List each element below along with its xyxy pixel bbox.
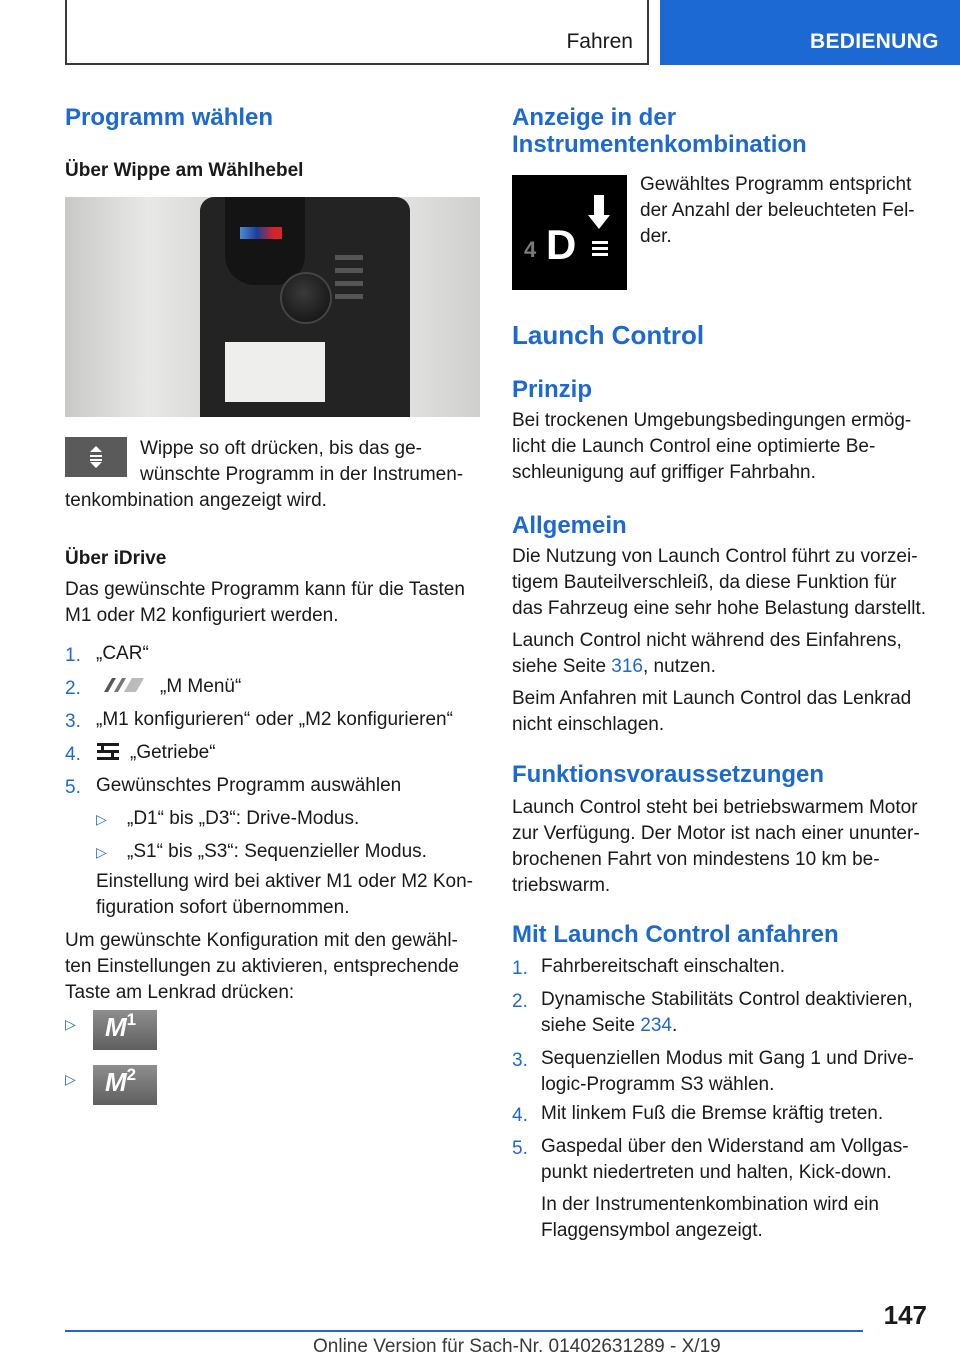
gearbox-icon: [95, 741, 121, 763]
sub-item-sequenziell: „S1“ bis „S3“: Sequenzieller Modus.: [127, 841, 427, 862]
heading-prinzip: Prinzip: [512, 376, 593, 403]
m-menu-icon: [100, 676, 146, 694]
allg-text-1: Die Nutzung von Launch Control führt zu vorzei-: [512, 546, 918, 567]
step-text: „Getriebe“: [130, 742, 216, 763]
step-text: „M1 konfigurieren“ oder „M2 konfigurieren“: [96, 709, 453, 730]
note-text-2: figuration sofort übernommen.: [96, 897, 350, 918]
footer-divider: [65, 1330, 863, 1332]
funk-text-1: Launch Control steht bei betriebswarmem Motor: [512, 797, 918, 818]
m-logo-stripes: [240, 227, 282, 239]
idrive-text-1: Das gewünschte Programm kann für die Tasten: [65, 579, 465, 600]
step-text: „M Menü“: [160, 676, 242, 697]
bullet-triangle-icon: ▷: [96, 844, 107, 860]
m1-key-letter: M: [105, 1012, 127, 1042]
konf-text-1: Um gewünschte Konfiguration mit den gewähl-: [65, 930, 458, 951]
anfahren-step-2b-post: .: [672, 1015, 678, 1036]
konf-text-2: ten Einstellungen zu aktivieren, entsprechende: [65, 956, 459, 977]
prinzip-text-1: Bei trockenen Umgebungsbedingungen ermög-: [512, 410, 912, 431]
header-chapter-tab: BEDIENUNG: [660, 0, 960, 65]
rocker-switch-icon: [65, 437, 127, 477]
heading-allgemein: Allgemein: [512, 512, 627, 539]
heading-funktionsvoraussetzungen: Funktionsvoraussetzungen: [512, 761, 825, 788]
wippe-text-2: wünschte Programm in der Instrumen-: [140, 464, 464, 485]
gear-lever: [225, 197, 305, 285]
heading-anzeige-2: Instrumentenkombination: [512, 131, 807, 158]
konf-text-3: Taste am Lenkrad drücken:: [65, 982, 295, 1003]
m2-key-letter: M: [105, 1067, 127, 1097]
allg-text-4: Launch Control nicht während des Einfahrens,: [512, 630, 902, 651]
anfahren-step-2a: Dynamische Stabilitäts Control deaktivieren,: [541, 989, 913, 1010]
allg-text-7: nicht einschlagen.: [512, 714, 665, 735]
step-number: 3.: [512, 1050, 528, 1071]
idrive-controller: [280, 272, 332, 324]
anzeige-text-1: Gewähltes Programm entspricht: [640, 174, 912, 195]
bullet-triangle-icon: ▷: [65, 1071, 76, 1087]
allg-text-5-pre: siehe Seite: [512, 656, 612, 677]
anzeige-text-2: der Anzahl der beleuchteten Fel-: [640, 200, 915, 221]
step-number: 2.: [65, 678, 81, 699]
anfahren-step-4: Mit linkem Fuß die Bremse kräftig treten.: [541, 1103, 884, 1124]
step-number: 3.: [65, 711, 81, 732]
step-number: 5.: [65, 777, 81, 798]
allg-text-6: Beim Anfahren mit Launch Control das Lenkrad: [512, 688, 912, 709]
step-number: 5.: [512, 1138, 528, 1159]
sub-item-drive: „D1“ bis „D3“: Drive-Modus.: [127, 808, 360, 829]
console-light-panel: [225, 342, 325, 402]
bullet-triangle-icon: ▷: [96, 811, 107, 827]
m1-key-number: 1: [126, 1010, 137, 1029]
idrive-text-2: M1 oder M2 konfiguriert werden.: [65, 605, 339, 626]
header-section-box: [65, 0, 649, 65]
prinzip-text-2: licht die Launch Control eine optimierte Be-: [512, 436, 876, 457]
step-number: 1.: [65, 645, 81, 666]
heading-anzeige-1: Anzeige in der: [512, 104, 677, 131]
allg-text-5: [512, 654, 716, 680]
step-number: 1.: [512, 958, 528, 979]
gear-selector-photo: [65, 197, 480, 417]
anfahren-step-2b-pre: siehe Seite: [541, 1015, 641, 1036]
anzeige-text-3: der.: [640, 226, 672, 247]
wippe-text-3: tenkombination angezeigt wird.: [65, 490, 327, 511]
anfahren-note-6a: In der Instrumentenkombination wird ein: [541, 1194, 879, 1215]
heading-anfahren: Mit Launch Control anfahren: [512, 921, 839, 948]
wippe-text-1: Wippe so oft drücken, bis das ge-: [140, 438, 422, 459]
header-section-title: Fahren: [566, 30, 633, 53]
anfahren-step-3b: logic-Programm S3 wählen.: [541, 1074, 775, 1095]
step-text: Gewünschtes Programm auswählen: [96, 775, 402, 796]
funk-text-2: zur Verfügung. Der Motor ist nach einer ununter-: [512, 823, 920, 844]
allg-text-5-post: , nutzen.: [643, 656, 716, 677]
note-text-1: Einstellung wird bei aktiver M1 oder M2 Kon-: [96, 871, 474, 892]
anfahren-step-1: Fahrbereitschaft einschalten.: [541, 956, 785, 977]
footer-online-version: Online Version für Sach-Nr. 01402631289 - X/19: [313, 1336, 721, 1357]
heading-idrive: Über iDrive: [65, 548, 167, 569]
page-link-234[interactable]: 234: [640, 1015, 672, 1036]
anfahren-note-6b: Flaggensymbol angezeigt.: [541, 1220, 763, 1241]
bullet-triangle-icon: ▷: [65, 1016, 76, 1032]
anfahren-step-5a: Gaspedal über den Widerstand am Vollgas-: [541, 1136, 909, 1157]
m2-key-number: 2: [126, 1065, 137, 1084]
step-number: 2.: [512, 991, 528, 1012]
heading-launch-control: Launch Control: [512, 320, 705, 350]
page-number: 147: [883, 1300, 927, 1330]
funk-text-3: brochenen Fahrt von mindestens 10 km be-: [512, 849, 880, 870]
step-text: „CAR“: [96, 643, 149, 664]
step-number: 4.: [512, 1105, 528, 1126]
heading-programm-waehlen: Programm wählen: [65, 104, 274, 131]
anfahren-step-3a: Sequenziellen Modus mit Gang 1 und Drive-: [541, 1048, 914, 1069]
console-buttons: [335, 247, 395, 327]
anfahren-step-5b: punkt niedertreten und halten, Kick-down.: [541, 1162, 892, 1183]
allg-text-3: das Fahrzeug eine sehr hohe Belastung darstellt.: [512, 598, 927, 619]
m2-key-icon: [93, 1065, 157, 1105]
prinzip-text-3: schleunigung auf griffiger Fahrbahn.: [512, 462, 816, 483]
cluster-letter: D: [546, 221, 577, 268]
anfahren-step-2b: [541, 1013, 677, 1039]
m1-key-icon: [93, 1010, 157, 1050]
page-link-316[interactable]: 316: [611, 656, 643, 677]
instrument-cluster-d-icon: [512, 175, 627, 290]
heading-wippe: Über Wippe am Wählhebel: [65, 160, 304, 181]
step-number: 4.: [65, 744, 81, 765]
cluster-number: 4: [524, 237, 537, 262]
funk-text-4: triebswarm.: [512, 875, 611, 896]
allg-text-2: tigem Bauteilverschleiß, da diese Funktion für: [512, 572, 897, 593]
